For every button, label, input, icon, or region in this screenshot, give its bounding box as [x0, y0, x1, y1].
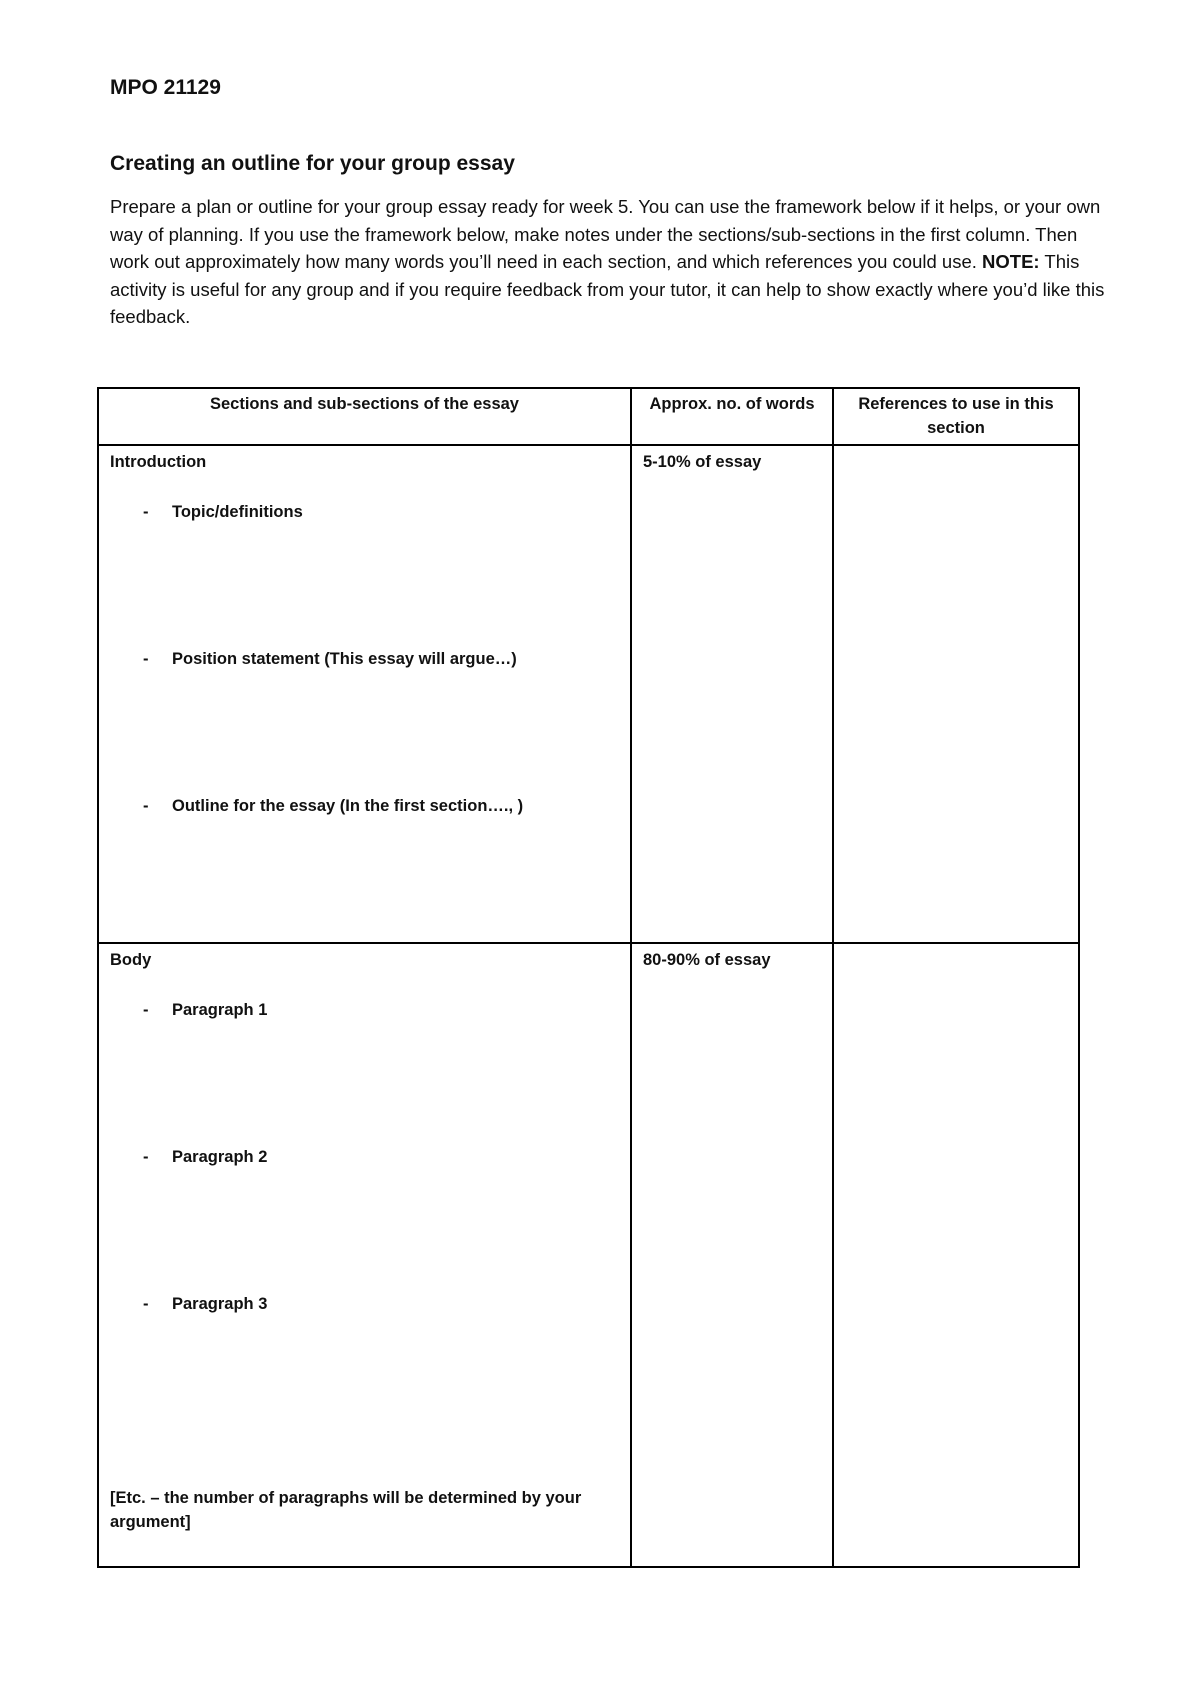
body-footnote: [Etc. – the number of paragraphs will be determined by your argument]	[110, 1489, 582, 1531]
header-references: References to use in this section	[833, 388, 1079, 445]
header-sections: Sections and sub-sections of the essay	[98, 388, 631, 445]
list-item: - Position statement (This essay will argue…)	[110, 647, 619, 671]
note-label: NOTE:	[982, 251, 1040, 272]
list-item: - Paragraph 3	[110, 1292, 619, 1316]
bullet-dash: -	[143, 797, 149, 815]
introduction-title: Introduction	[110, 453, 207, 471]
introduction-references-cell[interactable]	[833, 445, 1079, 943]
header-word-count: Approx. no. of words	[631, 388, 833, 445]
list-item: - Outline for the essay (In the first section…., )	[110, 794, 619, 818]
list-item: - Paragraph 2	[110, 1145, 619, 1169]
bullet-dash: -	[143, 1148, 149, 1166]
instructions-paragraph	[110, 193, 1110, 331]
bullet-dash: -	[143, 1295, 149, 1313]
instructions-note-text: This activity is useful for any group and if you require feedback from your tutor, it can help to show exactly where you’d like this feedback.	[110, 251, 1105, 327]
introduction-sections-cell[interactable]	[98, 445, 631, 943]
body-words-cell[interactable]: 80-90% of essay	[631, 943, 833, 1567]
table-row-body	[98, 943, 1079, 1567]
table-header-row	[98, 388, 1079, 445]
instructions-text: Prepare a plan or outline for your group essay ready for week 5. You can use the framework below if it helps, or your own way of planning. If you use the framework below, make notes under the sections/sub-sections in the first column. Then work out approximately how many words you’ll need in each section, and which references you could use.	[110, 196, 1101, 272]
bullet-dash: -	[143, 650, 149, 668]
table-row-introduction	[98, 445, 1079, 943]
introduction-words-cell[interactable]: 5-10% of essay	[631, 445, 833, 943]
bullet-dash: -	[143, 1001, 149, 1019]
body-sections-cell[interactable]	[98, 943, 631, 1567]
essay-outline-table	[97, 387, 1080, 1568]
list-item: - Paragraph 1	[110, 998, 619, 1022]
body-title: Body	[110, 951, 152, 969]
bullet-dash: -	[143, 503, 149, 521]
course-code: MPO 21129	[110, 76, 221, 99]
body-references-cell[interactable]	[833, 943, 1079, 1567]
page-title: Creating an outline for your group essay	[110, 152, 515, 175]
list-item: - Topic/definitions	[110, 500, 619, 524]
